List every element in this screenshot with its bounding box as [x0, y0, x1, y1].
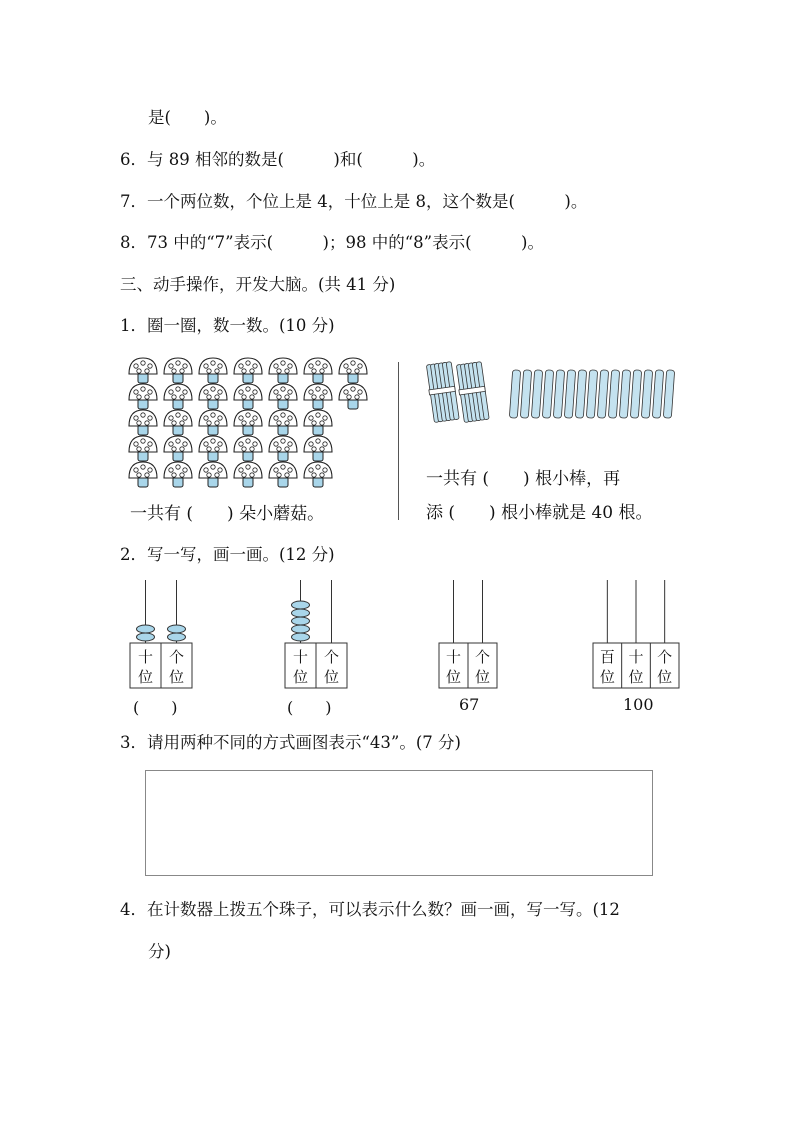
problem-2-title: 2．写一写，画一画。(12 分): [120, 545, 335, 564]
abacus-place-label: 十: [445, 648, 462, 666]
abacus-bead: [292, 609, 310, 617]
abacus-4-value: 100: [623, 695, 654, 714]
abacus-bead: [292, 617, 310, 625]
abacus-place-label: 位: [657, 668, 673, 686]
section-3-heading: 三、动手操作，开发大脑。(共 41 分): [120, 275, 396, 294]
question-8: 8．73 中的“7”表示( )；98 中的“8”表示( )。: [120, 233, 544, 252]
abacus-place-label: 十: [628, 648, 644, 666]
abacus-bead: [292, 633, 310, 641]
abacus-place-label: 个: [168, 648, 185, 666]
question-7: 7．一个两位数，个位上是 4，十位上是 8，这个数是( )。: [120, 192, 588, 211]
abacus-place-label: 十: [292, 648, 309, 666]
abacus-place-label: 位: [292, 668, 309, 686]
sticks-caption-line-2: 添 ( ) 根小棒就是 40 根。: [426, 503, 653, 523]
abacus-place-label: 十: [137, 648, 154, 666]
abacus-place-label: 位: [474, 668, 491, 686]
problem-1-title: 1．圈一圈，数一数。(10 分): [120, 316, 335, 335]
abacus-2: [285, 580, 347, 688]
mushroom-caption: 一共有 ( ) 朵小蘑菇。: [130, 504, 325, 524]
problem-4-title-continued: 分): [148, 942, 171, 961]
abacus-3: [439, 580, 497, 688]
abacus-place-label: 个: [474, 648, 491, 666]
abacus-3-value: 67: [459, 695, 480, 714]
abacus-bead: [168, 633, 186, 641]
problem-4-title: 4．在计数器上拨五个珠子，可以表示什么数？画一画，写一写。(12: [120, 900, 620, 919]
abacus-place-label: 个: [323, 648, 340, 666]
abacus-bead: [137, 633, 155, 641]
abacus-bead: [137, 625, 155, 633]
abacus-place-label: 位: [323, 668, 340, 686]
abacus-place-label: 百: [599, 648, 615, 666]
abacus-4: [593, 580, 679, 688]
abacus-bead: [168, 625, 186, 633]
question-6: 6．与 89 相邻的数是( )和( )。: [120, 150, 436, 169]
abacus-place-label: 位: [599, 668, 615, 686]
abacus-bead: [292, 601, 310, 609]
drawing-answer-box[interactable]: [145, 770, 653, 876]
abacus-place-label: 位: [168, 668, 185, 686]
abacus-bead: [292, 625, 310, 633]
abacus-place-label: 个: [657, 648, 673, 666]
abacus-place-label: 位: [445, 668, 462, 686]
sticks-caption-line-1: 一共有 ( ) 根小棒，再: [426, 469, 621, 489]
abacus-place-label: 位: [628, 668, 644, 686]
question-5-continuation: 是( )。: [148, 108, 227, 127]
abacus-2-answer: ( ): [287, 698, 332, 717]
abacus-1: [130, 580, 192, 688]
problem-3-title: 3．请用两种不同的方式画图表示“43”。(7 分): [120, 733, 461, 752]
abacus-place-label: 位: [137, 668, 154, 686]
abacus-1-answer: ( ): [133, 698, 178, 717]
